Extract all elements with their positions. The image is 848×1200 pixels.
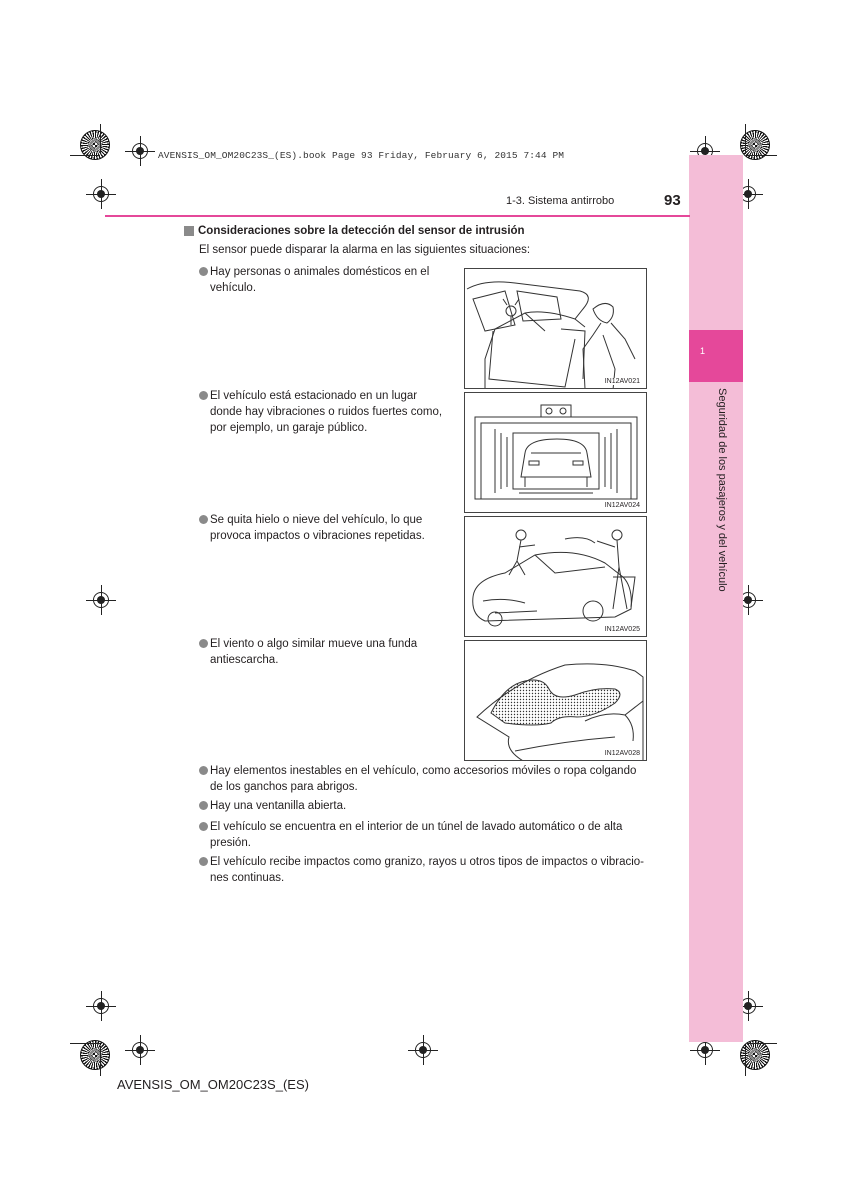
list-item <box>210 388 452 436</box>
list-item-line: nes continuas. <box>210 872 285 884</box>
registration-mark <box>86 991 116 1021</box>
list-item-line: Hay una ventanilla abierta. <box>210 800 347 812</box>
list-item-line: por ejemplo, un garaje público. <box>210 422 368 434</box>
list-item <box>210 819 662 851</box>
list-item-line: El vehículo se encuentra en el interior de un túnel de lavado automático o de alta <box>210 821 623 833</box>
page-number: 93 <box>664 192 681 209</box>
square-bullet-icon <box>184 226 194 236</box>
crop-mark <box>70 155 100 156</box>
printer-star-mark <box>80 1040 110 1070</box>
crop-mark <box>745 1046 746 1076</box>
chapter-number: 1 <box>700 346 706 356</box>
list-item-line: El vehículo está estacionado en un lugar <box>210 390 418 402</box>
list-item-line: Se quita hielo o nieve del vehículo, lo que <box>210 514 423 526</box>
list-item-line: El viento o algo similar mueve una funda <box>210 638 418 650</box>
figure-removing-ice-snow <box>464 516 647 637</box>
chapter-title: Seguridad de los pasajeros y del vehículo <box>716 388 728 592</box>
section-title: 1-3. Sistema antirrobo <box>506 195 615 207</box>
list-item-line: antiescarcha. <box>210 654 279 666</box>
list-item <box>210 636 452 668</box>
crop-mark <box>747 1043 777 1044</box>
footer-doc-id: AVENSIS_OM_OM20C23S_(ES) <box>117 1077 309 1092</box>
registration-mark <box>125 136 155 166</box>
list-item <box>210 512 452 544</box>
list-item <box>210 264 452 296</box>
list-item-line: donde hay vibraciones o ruidos fuertes como, <box>210 406 443 418</box>
crop-mark <box>747 155 777 156</box>
registration-mark <box>86 585 116 615</box>
subsection-heading <box>184 225 525 237</box>
figure-code: IN12AV025 <box>604 626 640 633</box>
list-item-line: Hay elementos inestables en el vehículo, como accesorios móviles o ropa colgando <box>210 765 637 777</box>
figure-person-pet-in-car <box>464 268 647 389</box>
list-item <box>210 854 662 886</box>
list-item-line: Hay personas o animales domésticos en el <box>210 266 430 278</box>
registration-mark <box>125 1035 155 1065</box>
chapter-side-tab <box>689 155 743 1042</box>
crop-mark <box>70 1043 100 1044</box>
list-item-line: provoca impactos o vibraciones repetidas. <box>210 530 425 542</box>
list-item <box>210 798 662 814</box>
figure-code: IN12AV021 <box>604 378 640 385</box>
list-item-line: El vehículo recibe impactos como granizo, rayos u otros tipos de impactos o vibracio- <box>210 856 645 868</box>
figure-frost-cover <box>464 640 647 761</box>
header-rule <box>105 215 690 217</box>
chapter-number-box <box>689 330 743 382</box>
crop-mark <box>100 124 101 154</box>
intro-text: El sensor puede disparar la alarma en las siguientes situaciones: <box>199 244 531 256</box>
figure-code: IN12AV028 <box>604 750 640 757</box>
crop-mark <box>745 124 746 154</box>
subsection-heading-text: Consideraciones sobre la detección del sensor de intrusión <box>198 225 525 237</box>
list-item-line: vehículo. <box>210 282 257 294</box>
list-item <box>210 763 662 795</box>
figure-code: IN12AV024 <box>604 502 640 509</box>
list-item-line: de los ganchos para abrigos. <box>210 781 358 793</box>
crop-mark <box>100 1046 101 1076</box>
figure-car-in-garage <box>464 392 647 513</box>
registration-mark <box>408 1035 438 1065</box>
registration-mark <box>86 179 116 209</box>
list-item-line: presión. <box>210 837 251 849</box>
book-info-line: AVENSIS_OM_OM20C23S_(ES).book Page 93 Friday, February 6, 2015 7:44 PM <box>158 150 565 161</box>
